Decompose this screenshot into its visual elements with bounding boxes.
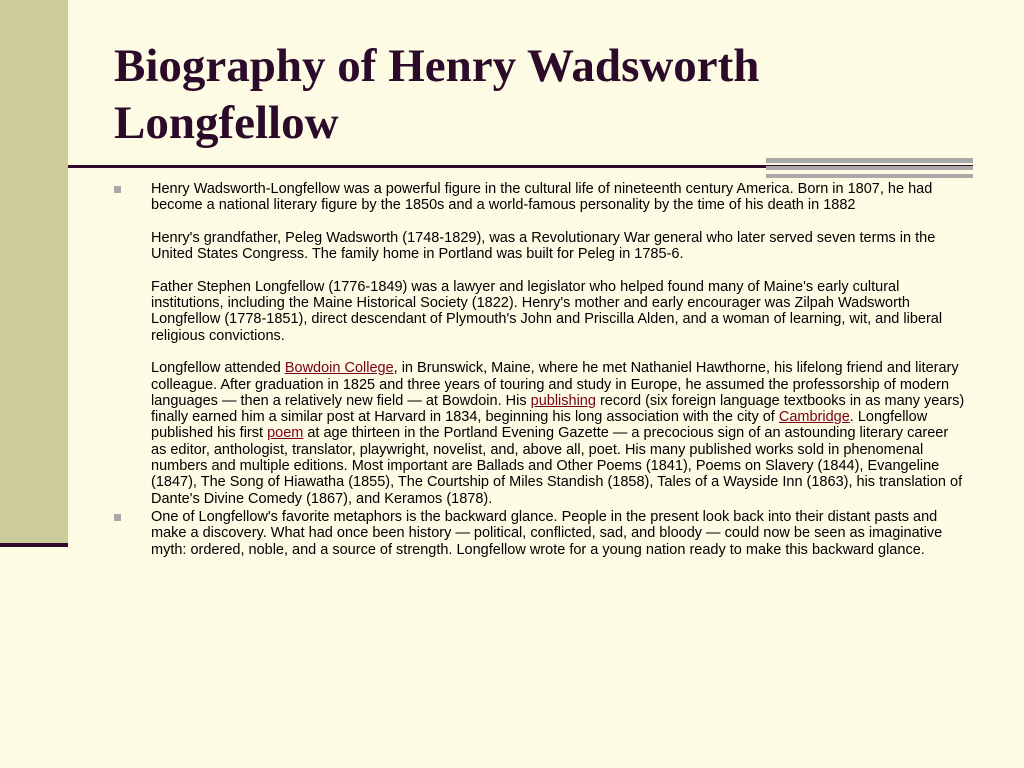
bullet-paragraph — [151, 181, 967, 214]
bullet-paragraph — [151, 360, 967, 507]
bullet-paragraph — [151, 279, 967, 344]
slide-title: Biography of Henry Wadsworth Longfellow — [114, 40, 760, 149]
bullet-item — [112, 181, 967, 507]
bullet-item — [112, 509, 967, 558]
paragraph-text: Henry Wadsworth-Longfellow was a powerful figure in the cultural life of nineteenth century America. Born in 1807, he had become a national literary figure by the 1850s and a world-famous personality by the time of his death in 1882 — [151, 181, 933, 214]
sidebar-base-line — [0, 543, 68, 547]
paragraph-text: . Longfellow published his first — [151, 409, 928, 442]
paragraph-text: , in Brunswick, Maine, where he met Nathaniel Hawthorne, his lifelong friend and literary colleague. After graduation in 1825 and three years of touring and study in Europe, he assumed the professorship of modern languages — then a relatively new field — at Bowdoin. His — [151, 360, 959, 409]
paragraph-text: Longfellow attended — [151, 360, 285, 377]
square-bullet-icon — [114, 186, 121, 193]
paragraph-text: record (six foreign language textbooks in as many years) finally earned him a similar post at Harvard in 1834, beginning his long association with the city of — [151, 392, 965, 426]
slide-content — [112, 181, 967, 558]
bullet-paragraph — [151, 230, 967, 263]
link-cambridge[interactable]: Cambridge — [778, 409, 850, 426]
link-bowdoin-college[interactable]: Bowdoin College — [284, 360, 394, 377]
link-poem[interactable]: poem — [267, 425, 304, 442]
paragraph-text: at age thirteen in the Portland Evening Gazette — a precocious sign of an astounding literary career as editor, anthologist, translator, playwright, novelist, and, above all, poet. His many published works sold in phenomenal numbers and multiple editions. Most important are Ballads and Other Poems (1841), Poems on Slavery (1844), Evangeline (1847), The Song of Hiawatha (1855), The Courtship of Miles Standish (1858), Tales of a Wayside Inn (1863), his translation of Dante's Divine Comedy (1867), and Keramos (1878). — [151, 425, 963, 507]
paragraph-text: Henry's grandfather, Peleg Wadsworth (1748-1829), was a Revolutionary War general who later served seven terms in the United States Congress. The family home in Portland was built for Peleg in 1785-6. — [151, 229, 936, 263]
square-bullet-icon — [114, 514, 121, 521]
paragraph-text: Father Stephen Longfellow (1776-1849) was a lawyer and legislator who helped found many of Maine's early cultural institutions, including the Maine Historical Society (1822). Henry's mother and early encourager was Zilpah Wadsworth Longfellow (1778-1851), direct descendant of Plymouth's John and Priscilla Alden, and a woman of learning, wit, and liberal religious convictions. — [151, 278, 943, 344]
bullet-paragraph — [151, 509, 967, 558]
sidebar-decoration — [0, 0, 68, 545]
paragraph-text: One of Longfellow's favorite metaphors is the backward glance. People in the present look back into their distant pasts and make a discovery. What had once been history — political, conflicted, sad, and bloody — could now be seen as imaginative myth: ordered, noble, and a source of strength. Longfellow wrote for a young nation ready to make this backward glance. — [151, 508, 943, 558]
link-publishing[interactable]: publishing — [530, 392, 596, 409]
accent-bar — [766, 158, 973, 180]
